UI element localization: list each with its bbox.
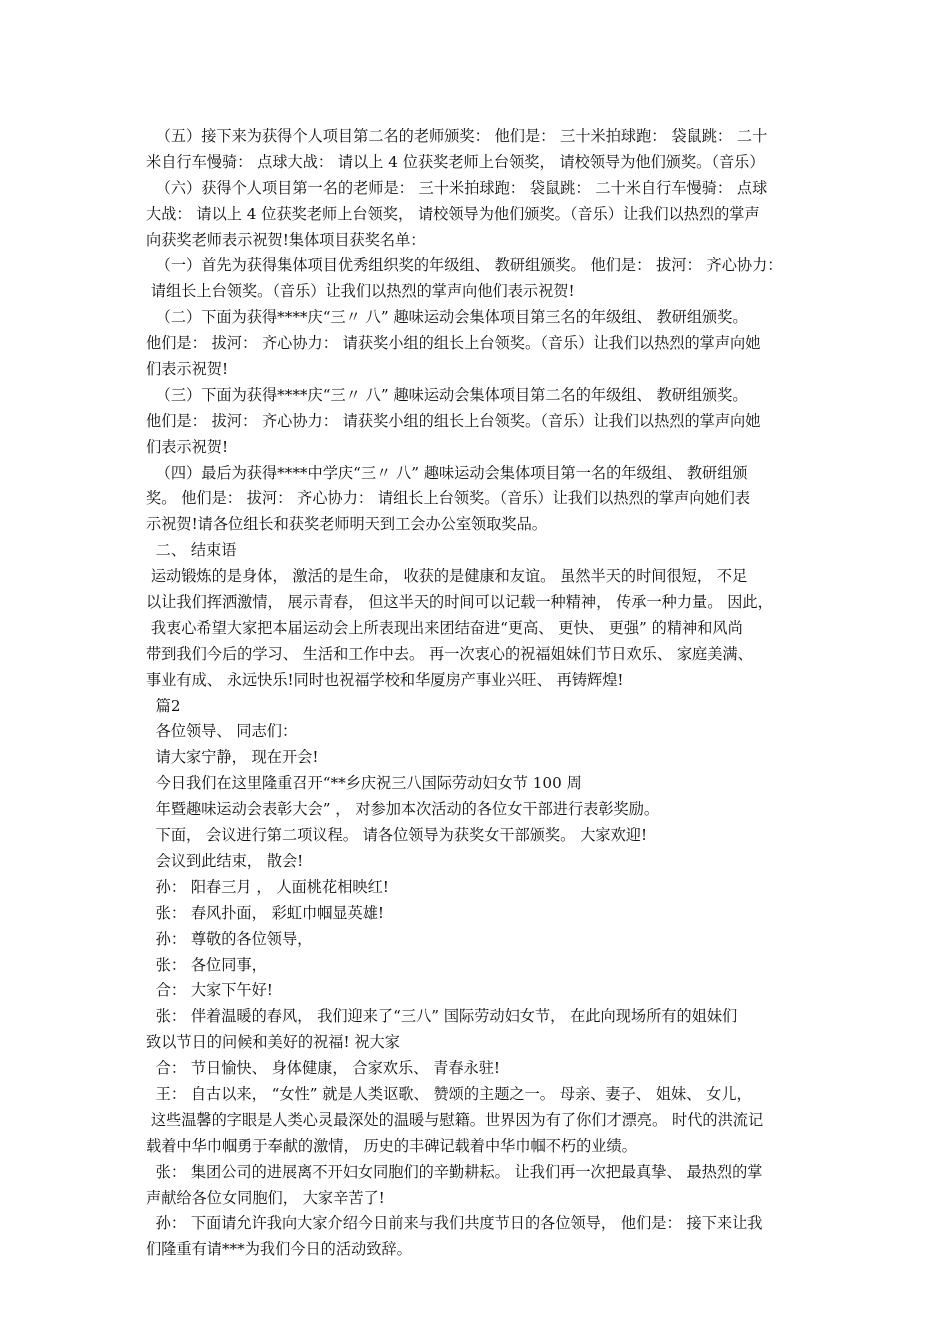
text-line: 向获奖老师表示祝贺!集体项目获奖名单： [146,230,426,249]
text-line: 们隆重有请***为我们今日的活动致辞。 [146,1240,412,1259]
text-line: 合： 大家下午好! [146,981,273,1000]
text-line: 们表示祝贺! [146,437,229,456]
text-line: 张： 春风扑面， 彩虹巾帼显英雄! [146,903,385,922]
text-line: 示祝贺!请各位组长和获奖老师明天到工会办公室领取奖品。 [146,515,547,534]
text-line: 致以节日的问候和美好的祝福! 祝大家 [146,1033,400,1052]
text-line: 们表示祝贺! [146,360,229,379]
text-line: 米自行车慢骑： 点球大战： 请以上 4 位获奖老师上台领奖， 请校领导为他们颁奖。（音乐） [146,152,765,171]
text-line: 孙： 尊敬的各位领导， [146,929,313,948]
text-line: 王： 自古以来， “女性” 就是人类讴歌、 赞颂的主题之一。 母亲、妻子、 姐妹、 女儿， [146,1084,752,1103]
text-line: 运动锻炼的是身体， 激活的是生命， 收获的是健康和友谊。 虽然半天的时间很短， 不足 [146,567,748,586]
text-line: 今日我们在这里隆重召开“**乡庆祝三八国际劳动妇女节 100 周 [146,774,582,793]
text-line: （四）最后为获得****中学庆“三〃 八” 趣味运动会集体项目第一名的年级组、 教研组颁 [146,463,748,482]
text-line: （三）下面为获得****庆“三〃 八” 趣味运动会集体项目第二名的年级组、 教研组颁奖。 [146,385,748,404]
text-line: 大战： 请以上 4 位获奖老师上台领奖， 请校领导为他们颁奖。（音乐）让我们以热烈的掌声 [146,204,760,223]
section-heading: 篇2 [146,696,181,715]
text-line: 孙： 下面请允许我向大家介绍今日前来与我们共度节日的各位领导， 他们是： 接下来让我 [146,1214,763,1233]
text-line: 张： 伴着温暖的春风， 我们迎来了“三八” 国际劳动妇女节， 在此向现场所有的姐妹们 [146,1007,738,1026]
text-line: 他们是： 拔河： 齐心协力： 请获奖小组的组长上台领奖。（音乐）让我们以热烈的掌声向她 [146,334,761,353]
text-line: （二）下面为获得****庆“三〃 八” 趣味运动会集体项目第三名的年级组、 教研组颁奖。 [146,308,748,327]
text-line: 下面， 会议进行第二项议程。 请各位领导为获奖女干部颁奖。 大家欢迎! [146,826,648,845]
text-line: 这些温馨的字眼是人类心灵最深处的温暖与慰籍。世界因为有了你们才漂亮。 时代的洪流记 [146,1110,764,1129]
text-line: 年暨趣味运动会表彰大会” ， 对参加本次活动的各位女干部进行表彰奖励。 [146,800,660,819]
text-line: 我衷心希望大家把本届运动会上所表现出来团结奋进“更高、 更快、 更强” 的精神和风尚 [146,618,743,637]
text-line: 他们是： 拔河： 齐心协力： 请获奖小组的组长上台领奖。（音乐）让我们以热烈的掌声向她 [146,411,761,430]
text-line: 事业有成、 永远快乐!同时也祝福学校和华厦房产事业兴旺、 再铸辉煌! [146,670,624,689]
text-line: 带到我们今后的学习、 生活和工作中去。 再一次衷心的祝福姐妹们节日欢乐、 家庭美满、 [146,644,753,663]
text-line: 会议到此结束， 散会! [146,851,304,870]
text-line: 张： 集团公司的进展离不开妇女同胞们的辛勤耕耘。 让我们再一次把最真挚、 最热烈的掌 [146,1162,763,1181]
text-line: 张： 各位同事， [146,955,267,974]
text-line: 孙： 阳春三月 ， 人面桃花相映红! [146,877,389,896]
text-line: （六）获得个人项目第一名的老师是： 三十米拍球跑： 袋鼠跳： 二十米自行车慢骑： 点球 [146,178,768,197]
text-line: 各位领导、 同志们： [146,722,298,741]
text-line: 声献给各位女同胞们， 大家辛苦了! [146,1188,385,1207]
text-line: 请大家宁静， 现在开会! [146,748,319,767]
text-line: 请组长上台领奖。（音乐）让我们以热烈的掌声向他们表示祝贺! [146,282,575,301]
section-heading: 二、 结束语 [146,541,237,560]
text-line: （五）接下来为获得个人项目第二名的老师颁奖： 他们是： 三十米拍球跑： 袋鼠跳： 二十 [146,127,768,145]
text-line: 载着中华巾帼勇于奉献的激情， 历史的丰碑记载着中华巾帼不朽的业绩。 [146,1136,637,1155]
document-body [146,124,814,1263]
text-line: （一）首先为获得集体项目优秀组织奖的年级组、 教研组颁奖。 他们是： 拔河： 齐心协力： [146,256,783,275]
text-line: 奖。 他们是： 拔河： 齐心协力： 请组长上台领奖。（音乐）让我们以热烈的掌声向她们表 [146,489,751,508]
text-line: 合： 节日愉快、 身体健康， 合家欢乐、 青春永驻! [146,1059,501,1078]
text-line: 以让我们挥洒激情， 展示青春， 但这半天的时间可以记载一种精神， 传承一种力量。 因此， [146,593,773,612]
